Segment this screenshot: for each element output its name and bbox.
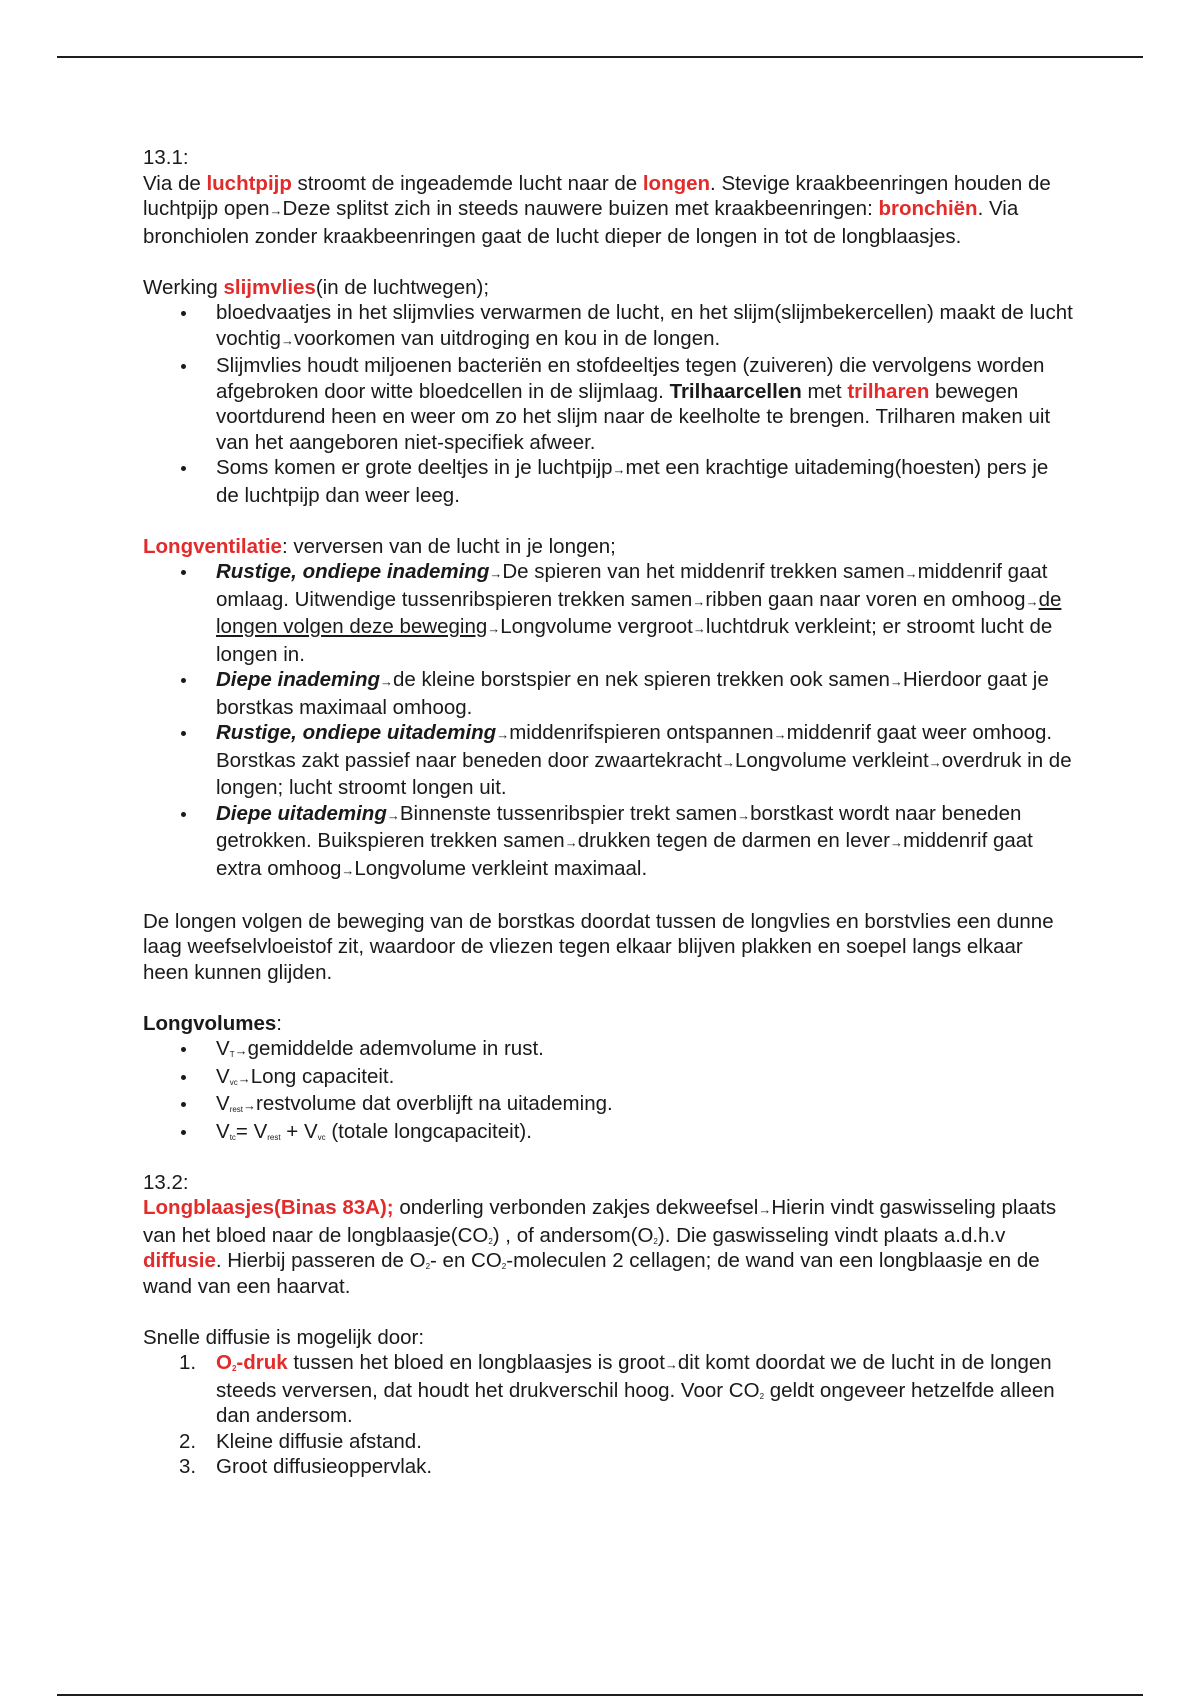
document-body	[143, 145, 1073, 1480]
list-item: Slijmvlies houdt miljoenen bacteriën en stofdeeltjes tegen (zuiveren) die vervolgens worden afgebroken door witte bloedcellen in de slijmlaag. Trilhaarcellen met trilharen bewegen voortdurend heen en weer om zo het slijm naar de keelholte te brengen. Trilharen maken uit van het aangeboren niet-specifiek afweer.	[143, 353, 1073, 455]
list-item: Soms komen er grote deeltjes in je luchtpijp→met een krachtige uitademing(hoesten) pers je de luchtpijp dan weer leeg.	[143, 455, 1073, 508]
diffusie-intro: Snelle diffusie is mogelijk door:	[143, 1325, 425, 1349]
list-item: $V_{rest}\to restvolume$ dat overblijft na uitademing.	[143, 1091, 1073, 1119]
slijmvlies-list	[143, 300, 1073, 508]
arrow-icon: →	[721, 754, 735, 770]
term-luchtpijp: luchtpijp	[206, 171, 292, 195]
term-o2-druk: $O_2$-druk	[216, 1351, 288, 1374]
arrow-icon: →	[234, 1043, 248, 1058]
term-bronchien: bronchiën	[878, 197, 978, 220]
list-item: $V_{tc}= V_{rest} + V_{vc}$ (totale longcapaciteit).	[143, 1119, 1073, 1145]
list-item: 2. Kleine diffusie afstand.	[179, 1429, 422, 1453]
arrow-icon: →	[280, 332, 294, 348]
arrow-icon: →	[380, 674, 394, 689]
footer-rule	[57, 1694, 1143, 1696]
slijmvlies-intro: Werking slijmvlies(in de luchtwegen);	[143, 275, 490, 299]
arrow-icon: →	[269, 203, 283, 218]
arrow-icon: →	[664, 1357, 678, 1372]
arrow-icon: →	[758, 1202, 772, 1217]
term-longventilatie: Longventilatie	[143, 534, 282, 558]
arrow-icon: →	[237, 1070, 251, 1086]
arrow-icon: →	[773, 727, 787, 742]
arrow-icon: →	[341, 862, 355, 878]
section-heading-13-2: 13.2:	[143, 1170, 189, 1194]
longblaasjes-paragraph: Longblaasjes(Binas 83A); onderling verbonden zakjes dekweefsel→Hierin vindt gaswisseling plaats van het bloed naar de $longblaasje(CO_2)$ , of $andersom(O_2)$. Die gaswisseling vindt plaats a.d.h.v diffusie. Hierbij passeren de $O_2-$ en $CO_2$-moleculen 2 cellagen; de wand van een longblaasje en de wand van een haarvat.	[143, 1196, 1057, 1298]
longvolumes-heading: Longvolumes:	[143, 1011, 282, 1035]
term-longen: longen	[642, 171, 711, 195]
arrow-icon: →	[564, 835, 578, 850]
term-trilhaarcellen: Trilhaarcellen	[669, 379, 802, 403]
list-item: $V_T\to gemiddelde$ ademvolume in rust.	[143, 1036, 1073, 1064]
longvolumes-list	[143, 1036, 1073, 1144]
diffusie-list	[143, 1350, 1073, 1480]
arrow-icon: →	[489, 566, 503, 581]
list-item: 3. Groot diffusieoppervlak.	[179, 1455, 433, 1478]
arrow-icon: →	[386, 807, 400, 823]
arrow-icon: →	[889, 674, 903, 689]
arrow-icon: →	[243, 1098, 257, 1113]
arrow-icon: →	[928, 754, 942, 770]
list-item: $V_{vc}\to Long$ capaciteit.	[143, 1064, 1073, 1092]
arrow-icon: →	[612, 462, 626, 477]
trachea-paragraph: Via de luchtpijp stroomt de ingeademde lucht naar de longen. Stevige kraakbeenringen houden de luchtpijp open→Deze splitst zich in steeds nauwere buizen met kraakbeenringen: bronchiën. Via bronchiolen zonder kraakbeenringen gaat de lucht dieper de longen in tot de longblaasjes.	[143, 171, 1051, 248]
section-heading-13-1: 13.1:	[143, 146, 189, 169]
arrow-icon: →	[692, 593, 706, 609]
list-item: Diepe uitademing→Binnenste tussenribspier trekt samen→borstkast wordt naar beneden getrokken. Buikspieren trekken samen→drukken tegen de darmen en lever→middenrif gaat extra omhoog→Longvolume verkleint maximaal.	[143, 801, 1073, 884]
longventilatie-intro: Longventilatie: verversen van de lucht in je longen;	[143, 534, 616, 558]
term-diffusie: diffusie	[143, 1249, 216, 1272]
term-trilharen: trilharen	[847, 379, 930, 403]
term-longblaasjes: Longblaasjes(Binas 83A);	[143, 1196, 394, 1219]
list-item: Rustige, ondiepe uitademing→middenrifspieren ontspannen→middenrif gaat weer omhoog. Borstkas zakt passief naar beneden door zwaartekracht→Longvolume verkleint→overdruk in de longen; lucht stroomt longen uit.	[143, 720, 1073, 801]
arrow-icon: →	[692, 621, 706, 636]
list-item: bloedvaatjes in het slijmvlies verwarmen de lucht, en het slijm(slijmbekercellen) maakt de lucht vochtig→voorkomen van uitdroging en kou in de longen.	[143, 300, 1073, 353]
arrow-icon: →	[889, 835, 903, 850]
term-slijmvlies: slijmvlies	[223, 275, 316, 299]
longventilatie-list	[143, 559, 1073, 883]
arrow-icon: →	[487, 621, 501, 636]
arrow-icon: →	[737, 807, 751, 823]
list-item: Diepe inademing→de kleine borstspier en nek spieren trekken ook samen→Hierdoor gaat je borstkas maximaal omhoog.	[143, 667, 1073, 720]
arrow-icon: →	[496, 727, 510, 742]
arrow-icon: →	[1025, 593, 1039, 609]
list-item: Rustige, ondiepe inademing→De spieren van het middenrif trekken samen→middenrif gaat omlaag. Uitwendige tussenribspieren trekken samen→ribben gaan naar voren en omhoog→de longen volgen deze beweging→Longvolume vergroot→luchtdruk verkleint; er stroomt lucht de longen in.	[143, 559, 1073, 667]
header-rule	[57, 56, 1143, 58]
pleura-paragraph: De longen volgen de beweging van de borstkas doordat tussen de longvlies en borstvlies een dunne laag weefselvloeistof zit, waardoor de vliezen tegen elkaar blijven plakken en soepel langs elkaar heen kunnen glijden.	[143, 909, 1054, 984]
list-item: 1. $O_2$-druk tussen het bloed en longblaasjes is groot→dit komt doordat we de lucht in de longen steeds verversen, dat houdt het drukverschil hoog. Voor $CO_2$ geldt ongeveer hetzelfde alleen dan andersom.	[179, 1351, 1055, 1427]
arrow-icon: →	[904, 566, 918, 581]
